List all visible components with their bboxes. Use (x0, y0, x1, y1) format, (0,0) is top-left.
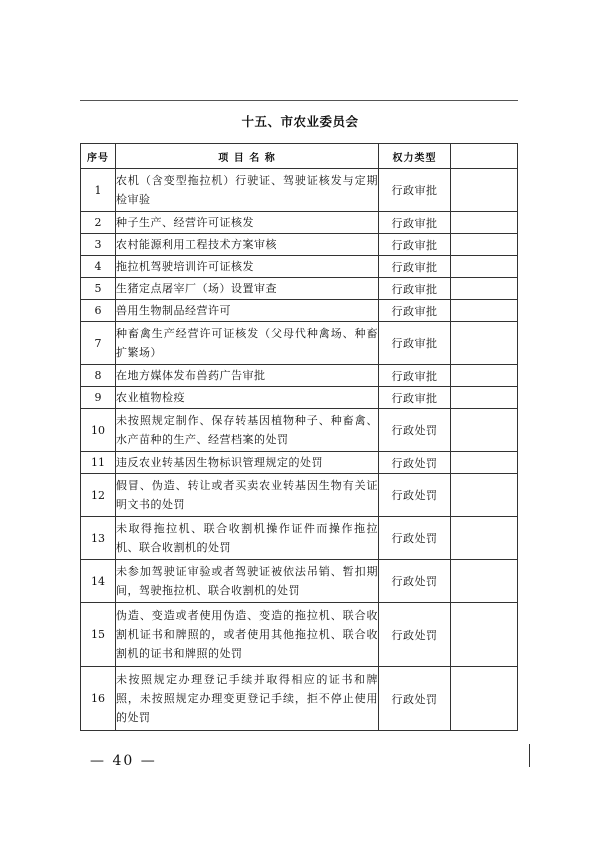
row-number: 6 (81, 300, 116, 322)
row-extra (451, 667, 518, 731)
row-extra (451, 452, 518, 474)
row-item-name: 未参加驾驶证审验或者驾驶证被依法吊销、暂扣期间，驾驶拖拉机、联合收割机的处罚 (116, 560, 379, 603)
table-header-row (81, 144, 518, 169)
table-row (81, 212, 518, 234)
row-extra (451, 278, 518, 300)
table-row (81, 278, 518, 300)
row-number: 2 (81, 212, 116, 234)
row-extra (451, 517, 518, 560)
row-item-name: 未按照规定办理登记手续并取得相应的证书和牌照，未按照规定办理变更登记手续，拒不停止使用的处罚 (116, 667, 379, 731)
row-extra (451, 474, 518, 517)
table-row (81, 474, 518, 517)
row-extra (451, 234, 518, 256)
row-number: 10 (81, 409, 116, 452)
table-row (81, 387, 518, 409)
table-row (81, 560, 518, 603)
row-power-type: 行政处罚 (379, 667, 451, 731)
header-no: 序号 (81, 144, 116, 169)
table-row (81, 667, 518, 731)
row-item-name: 未取得拖拉机、联合收割机操作证件而操作拖拉机、联合收割机的处罚 (116, 517, 379, 560)
header-extra (451, 144, 518, 169)
row-number: 3 (81, 234, 116, 256)
row-extra (451, 169, 518, 212)
header-item-name: 项 目 名 称 (116, 144, 379, 169)
page-number: — 40 — (90, 753, 157, 769)
row-item-name: 种畜禽生产经营许可证核发（父母代种禽场、种畜扩繁场） (116, 322, 379, 365)
row-item-name: 伪造、变造或者使用伪造、变造的拖拉机、联合收割机证书和牌照的，或者使用其他拖拉机、联合收割机的证书和牌照的处罚 (116, 603, 379, 667)
table-row (81, 603, 518, 667)
row-extra (451, 256, 518, 278)
row-number: 14 (81, 560, 116, 603)
row-power-type: 行政处罚 (379, 452, 451, 474)
row-power-type: 行政审批 (379, 256, 451, 278)
header-rule (80, 100, 518, 101)
row-power-type: 行政审批 (379, 387, 451, 409)
row-power-type: 行政处罚 (379, 517, 451, 560)
power-list-table (80, 143, 518, 731)
table-row (81, 169, 518, 212)
header-power-type: 权力类型 (379, 144, 451, 169)
row-power-type: 行政审批 (379, 322, 451, 365)
row-extra (451, 365, 518, 387)
row-item-name: 未按照规定制作、保存转基因植物种子、种畜禽、水产苗种的生产、经营档案的处罚 (116, 409, 379, 452)
row-power-type: 行政审批 (379, 234, 451, 256)
row-power-type: 行政审批 (379, 278, 451, 300)
row-extra (451, 409, 518, 452)
row-extra (451, 300, 518, 322)
row-item-name: 在地方媒体发布兽药广告审批 (116, 365, 379, 387)
row-number: 13 (81, 517, 116, 560)
row-number: 9 (81, 387, 116, 409)
row-item-name: 农业植物检疫 (116, 387, 379, 409)
row-number: 12 (81, 474, 116, 517)
row-item-name: 兽用生物制品经营许可 (116, 300, 379, 322)
row-number: 5 (81, 278, 116, 300)
margin-mark (529, 744, 530, 767)
row-number: 15 (81, 603, 116, 667)
table-row (81, 452, 518, 474)
table-row (81, 409, 518, 452)
row-power-type: 行政处罚 (379, 474, 451, 517)
table-row (81, 234, 518, 256)
table-row (81, 256, 518, 278)
row-power-type: 行政审批 (379, 300, 451, 322)
row-item-name: 违反农业转基因生物标识管理规定的处罚 (116, 452, 379, 474)
row-power-type: 行政处罚 (379, 603, 451, 667)
section-title: 十五、市农业委员会 (241, 114, 359, 129)
row-item-name: 生猪定点屠宰厂（场）设置审查 (116, 278, 379, 300)
row-extra (451, 603, 518, 667)
row-power-type: 行政处罚 (379, 560, 451, 603)
row-extra (451, 560, 518, 603)
row-number: 11 (81, 452, 116, 474)
row-power-type: 行政审批 (379, 212, 451, 234)
row-power-type: 行政审批 (379, 169, 451, 212)
row-item-name: 农机（含变型拖拉机）行驶证、驾驶证核发与定期检审验 (116, 169, 379, 212)
row-number: 7 (81, 322, 116, 365)
row-power-type: 行政审批 (379, 365, 451, 387)
row-number: 16 (81, 667, 116, 731)
table-row (81, 517, 518, 560)
row-item-name: 农村能源利用工程技术方案审核 (116, 234, 379, 256)
row-extra (451, 387, 518, 409)
table-row (81, 365, 518, 387)
row-extra (451, 322, 518, 365)
table-row (81, 300, 518, 322)
row-number: 1 (81, 169, 116, 212)
row-power-type: 行政处罚 (379, 409, 451, 452)
row-extra (451, 212, 518, 234)
row-item-name: 拖拉机驾驶培训许可证核发 (116, 256, 379, 278)
row-item-name: 假冒、伪造、转让或者买卖农业转基因生物有关证明文书的处罚 (116, 474, 379, 517)
row-item-name: 种子生产、经营许可证核发 (116, 212, 379, 234)
row-number: 4 (81, 256, 116, 278)
table-row (81, 322, 518, 365)
row-number: 8 (81, 365, 116, 387)
